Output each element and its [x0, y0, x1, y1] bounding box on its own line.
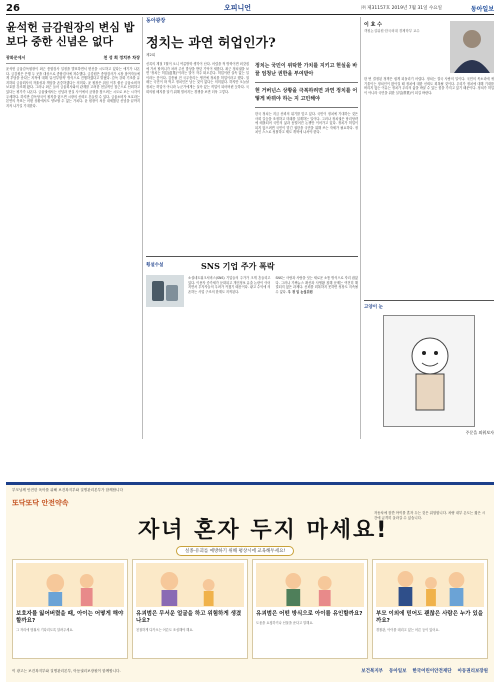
- cartoon-label: 고양이 눈: [364, 305, 383, 310]
- masthead: [6, 2, 494, 14]
- center-subhead: 제2회: [146, 53, 156, 57]
- center-body-2: 한국 정치는 지금 신뢰의 위기를 맞고 있다. 국민이 정치에 기대하는 것은 사회 갈등을 조정하고 미래를 설계하는 일이다. 그러나 정치권은 당리당략에 매몰되어 국민의 삶과 동떨어진 논쟁만 이어가고 있다. 정치가 허업이 되지 않으려면 국민이 맡긴 권한을 국민을 위해 쓰는 자세가 필요하다. 정치인 스스로 성찰하고 제도 개혁에 나서야 한다.: [255, 112, 358, 135]
- logo-mohw: 보건복지부: [361, 669, 384, 674]
- section-name: 오피니언: [224, 4, 252, 12]
- center-section-label: 동아광장: [146, 18, 166, 24]
- ad-panel: [132, 559, 248, 659]
- sns-title: SNS 기업 주가 폭락: [201, 261, 275, 271]
- panel-body: 그 자리에 멈춰서 기다리도록 알려주세요.: [16, 628, 74, 632]
- ad-strip: 실종·유괴를 예방하기 위해 평상시에 교육해두세요!: [176, 546, 294, 556]
- panel-illustration: [136, 563, 244, 607]
- sns-body-1: 소셜네트워크서비스(SNS) 기업들의 주가가 크게 흔들리고 있다. 이용자 증가세가 둔화되고 개인정보 유출 논란이 이어지면서 투자자들의 우려가 커졌기 때문이다. 광고 수익에 의존하는 사업 구조의 한계도 지적된다.: [188, 276, 271, 294]
- page-number: 26: [6, 2, 20, 14]
- cartoon-box: [364, 300, 494, 439]
- author-header: [364, 21, 494, 77]
- ad-headline: 자녀 혼자 두지 마세요!: [138, 518, 389, 543]
- panel-title: 유괴범은 어떤 방식으로 아이를 유인할까요?: [256, 611, 363, 617]
- left-headline: 윤석헌 금감원장의 변심 밥보다 중한 신념은 없다: [6, 21, 135, 48]
- panel-title: 보호자를 잃어버렸을 때, 아이는 어떻게 해야 할까요?: [16, 611, 124, 624]
- logo-child-rights: 아동권리보장원: [457, 669, 488, 674]
- center-columns: [146, 62, 358, 135]
- sns-body-2-text: SNS는 사람과 사람을 잇는 새로운 소통 방식으로 자리 잡았다. 그러나 가짜뉴스 확산과 사생활 침해 문제는 여전히 해결되지 않은 과제다. 신뢰를 회복하지 못하면 성장도 지속될 수 없다.: [275, 276, 358, 294]
- ad-footer: [12, 663, 488, 679]
- panel-body: 도움을 요청하거나 선물을 준다고 말해요.: [256, 621, 314, 625]
- panel-body: 친절하게 다가오는 어른도 조심해야 해요.: [136, 628, 194, 632]
- ad-side-text: 자동차에 잠깐 아이를 혼자 두는 것은 위험합니다. 차량 내부 온도는 짧은 시간에 급격히 올라갈 수 있습니다.: [374, 511, 486, 520]
- ad-banner: [6, 482, 494, 682]
- right-author: 이 효 수: [364, 22, 382, 28]
- logo-safety-foundation: 한국어린이안전재단: [412, 669, 452, 674]
- panel-illustration: [16, 563, 124, 607]
- pull-quote-1: 정치는 국민이 위탁한 가치를 지키고 현실을 바꿀 엄청난 권한을 부여받아: [255, 63, 358, 77]
- right-body: 한 번 결정된 정책은 쉽게 되돌리기 어렵다. 정치는 결국 사람의 일이다. 국민의 목소리에 귀 기울이는 정치인이 많아질 때 정치에 대한 신뢰도 회복될 것이다. 우리가 정치에 대해 기대를 버리지 않는 이유는 정치가 우리의 삶을 바꿀 수 있는 힘을 가지고 있기 때문이다. 정치가 허업이 아니라 국민을 위한 실업(實業)이 되길 바란다.: [364, 77, 494, 95]
- ad-pretext: 부모님께 안전한 육아를 위해 보건복지부와 질병관리본부가 함께합니다: [12, 488, 123, 492]
- column-divider: [360, 17, 361, 439]
- panel-title: 유괴범은 무서운 얼굴을 하고 위험하게 생겼나요?: [136, 611, 242, 624]
- top-rule: [6, 14, 494, 15]
- cartoon-image: [383, 315, 475, 427]
- pull-quote-2: 현 거버넌스 상황을 극복하려면 과연 정치를 어떻게 바꿔야 하는 지 고민해야: [255, 88, 358, 102]
- panel-title: 부모 이외에 믿어도 괜찮은 사람은 누가 있을까요?: [376, 611, 484, 624]
- center-body-1: 신록의 계절 7월이 오니 여름방학 생각이 난다. 어렸을 적 방학이면 외갓집에 가서 할머니가 차려 주신 밥상을 받던 기억이 새롭다. 최근 정치권을 보면 '정치는 허업(虛業)'이라는 말이 자주 떠오른다. 허업이란 실속 없는 일이라는 뜻이다. 김종필 전 국무총리는 생전에 정치를 허업이라고 했다. 열매는 국민이 따 먹고 정치인은 남는 것이 없다는 의미였다. 하지만 오늘날 정치는 허업이 아니라 누군가에게는 실속 있는 직업이 되어버린 듯하다. 국회의원 배지를 달기 위해 벌어지는 경쟁을 보면 더욱 그렇다.: [146, 62, 249, 94]
- left-column-label: 광화문에서: [6, 55, 26, 60]
- cartoon-caption: 주문을 외워보자: [465, 430, 494, 435]
- left-author: 천 성 희 정치부 차장: [103, 55, 140, 60]
- sns-illustration: [146, 275, 184, 307]
- sns-label: 횡설수설: [146, 263, 164, 268]
- panel-illustration: [376, 563, 484, 607]
- sns-box: [146, 256, 358, 439]
- pull-divider: [255, 107, 358, 108]
- logo-donga: 동아일보: [389, 669, 407, 674]
- left-body: 윤석헌 금융감독원장이 최근 종합검사 일정을 발표하면서 변신을 시도하고 있다는 얘기가 나온다. 금감원은 은행 두 곳을 대상으로 종합검사에 착수했다. 금감원은 종합검사가 시장 참여자들에게 부담을 준다는 지적에 대해 '유인부합적' 방식으로 진행하겠다고 밝혔다. 감독 강화 기조를 유지하되 금융회사의 자율성과 책임을 존중하겠다는 의미다. 윤 원장은 취임 이후 줄곧 금융소비자 보호를 강조해 왔다. 그러나 최근 들어 금융회사와의 관계를 고려한 현실적인 접근으로 선회하고 있다는 평가가 나온다. 금융권에서는 신념과 현실 사이에서 균형을 찾으려는 시도로 보는 시각이 우세하다. 하지만 감독당국이 원칙을 잃으면 시장의 신뢰도 흔들릴 수 있다. 금융소비자 보호라는 본연의 목표는 어떤 상황에서도 양보할 수 없는 가치다. 윤 원장이 처음 내세웠던 신념을 끝까지 지켜 나가길 기대한다.: [6, 67, 140, 108]
- column-center: [146, 17, 358, 135]
- ad-panel: [372, 559, 488, 659]
- ad-panel: [12, 559, 128, 659]
- paper-name: 동아일보: [470, 5, 494, 13]
- sns-byline: 우 경 임 논설위원: [287, 289, 313, 294]
- ad-brand: 또닥또닥 안전약속: [12, 499, 69, 507]
- panel-body: 경찰관, 아이를 데리고 있는 어른 등이 있어요.: [376, 628, 440, 632]
- right-author-desc: 객원논설위원·한국외대 경제학부 교수: [364, 29, 420, 33]
- issue-date: ㈜ 제31157호 2019년 7월 31일 수요일: [361, 6, 442, 11]
- ad-panels: [12, 559, 488, 659]
- column-divider: [142, 17, 143, 439]
- ad-foot-text: 이 광고는 보건복지부와 질병관리본부, 아동권리보장원이 함께합니다.: [12, 668, 121, 673]
- left-byline: [6, 55, 140, 64]
- sns-body-2: [276, 276, 359, 294]
- column-right: [364, 17, 494, 95]
- column-left: [6, 17, 140, 108]
- center-headline: 정치는 과연 허업인가?: [146, 36, 276, 51]
- author-portrait: [450, 21, 494, 73]
- panel-illustration: [256, 563, 364, 607]
- ad-panel: [252, 559, 368, 659]
- pull-divider: [255, 82, 358, 83]
